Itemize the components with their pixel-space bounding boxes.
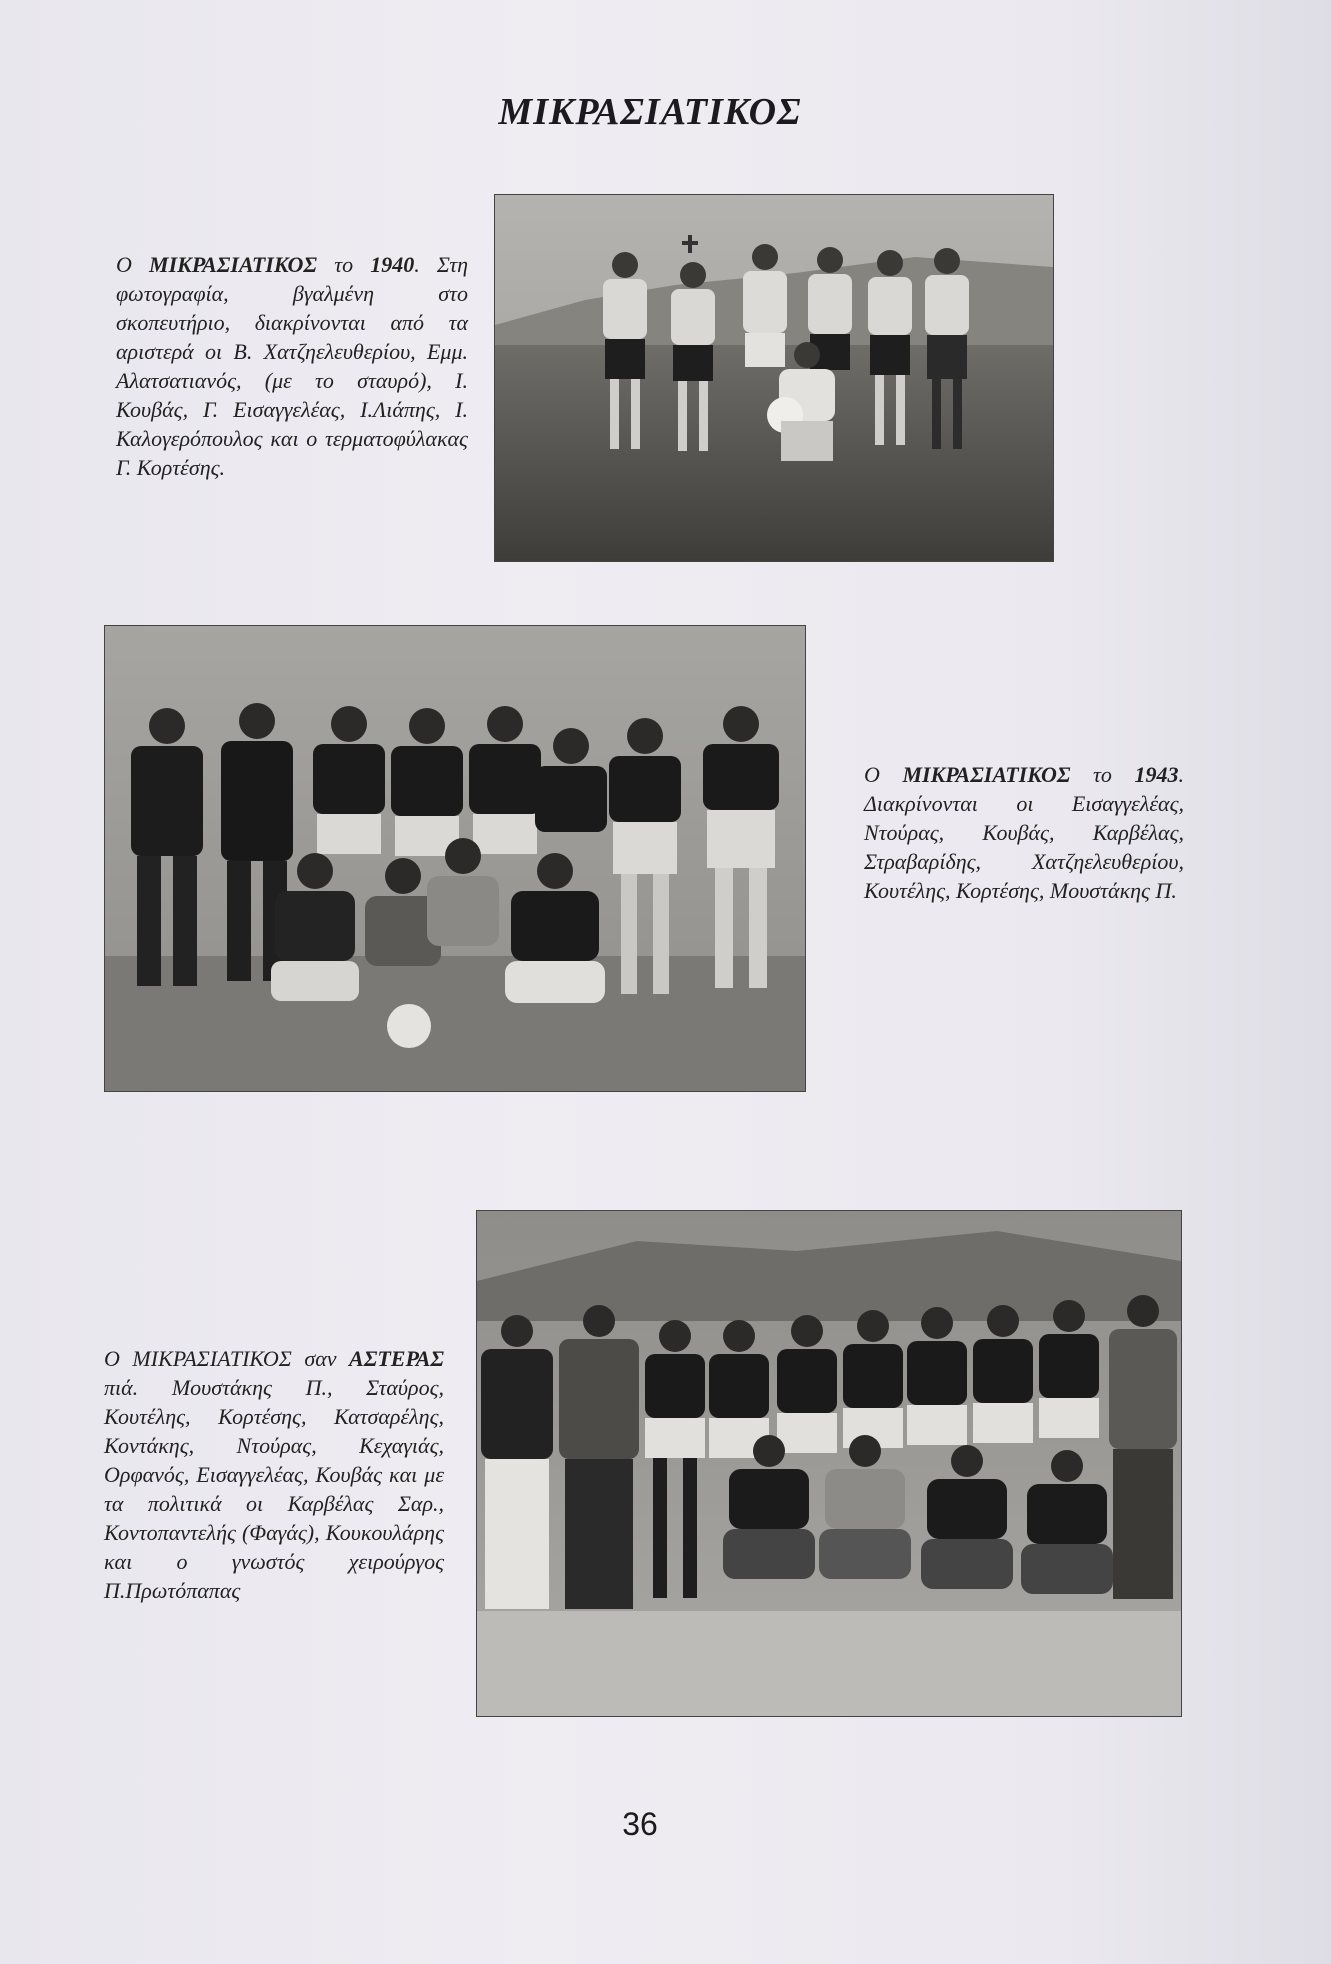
caption-year: 1943 xyxy=(1134,762,1179,787)
caption-asteras xyxy=(104,1344,444,1605)
team-photo-1940 xyxy=(494,194,1054,562)
caption-mid: το xyxy=(317,252,371,277)
caption-mid: το xyxy=(1070,762,1135,787)
caption-text: . Διακρίνονται οι Εισαγγελέας, Ντούρας, Κουβάς, Καρβέλας, Στραβαρίδης, Χατζηελευθερίου, Κουτέλης, Κορτέσης, Μουστάκης Π. xyxy=(864,762,1184,903)
team-photo-1943 xyxy=(104,625,806,1092)
caption-lead: Ο xyxy=(864,762,903,787)
caption-1940 xyxy=(116,250,468,482)
caption-text: . Στη φωτογραφία, βγαλμένη στο σκοπευτήριο, διακρίνονται από τα αριστερά οι Β. Χατζηελευθερίου, Εμμ. Αλατσατιανός, (με το σταυρό), Ι. Κουβάς, Γ. Εισαγγελέας, Ι.Λιάπης, Ι. Καλογερόπουλος και ο τερματοφύλακας Γ. Κορτέσης. xyxy=(116,252,468,480)
caption-year: 1940 xyxy=(370,252,415,277)
caption-lead: Ο xyxy=(116,252,150,277)
page-title: ΜΙΚΡΑΣΙΑΤΙΚΟΣ xyxy=(498,91,802,133)
page-number: 36 xyxy=(622,1806,658,1842)
team-photo-asteras xyxy=(476,1210,1182,1717)
caption-new-name: ΑΣΤΕΡΑΣ xyxy=(349,1346,444,1371)
caption-lead: Ο xyxy=(104,1346,133,1371)
caption-1943 xyxy=(864,760,1184,905)
caption-mid: ΜΙΚΡΑΣΙΑΤΙΚΟΣ σαν xyxy=(132,1346,350,1371)
caption-text: πιά. Μουστάκης Π., Σταύρος, Κουτέλης, Κορτέσης, Κατσαρέλης, Κοντάκης, Ντούρας, Κεχαγιάς, Ορφανός, Εισαγγελέας, Κουβάς και με τα πολιτικά οι Καρβέλας Σαρ., Κοντοπαντελής (Φαγάς), Κουκουλάρης και ο γνωστός χειρούργος Π.Πρωτόπαπας xyxy=(104,1375,444,1603)
caption-club-name: ΜΙΚΡΑΣΙΑΤΙΚΟΣ xyxy=(149,252,318,277)
caption-club-name: ΜΙΚΡΑΣΙΑΤΙΚΟΣ xyxy=(902,762,1071,787)
